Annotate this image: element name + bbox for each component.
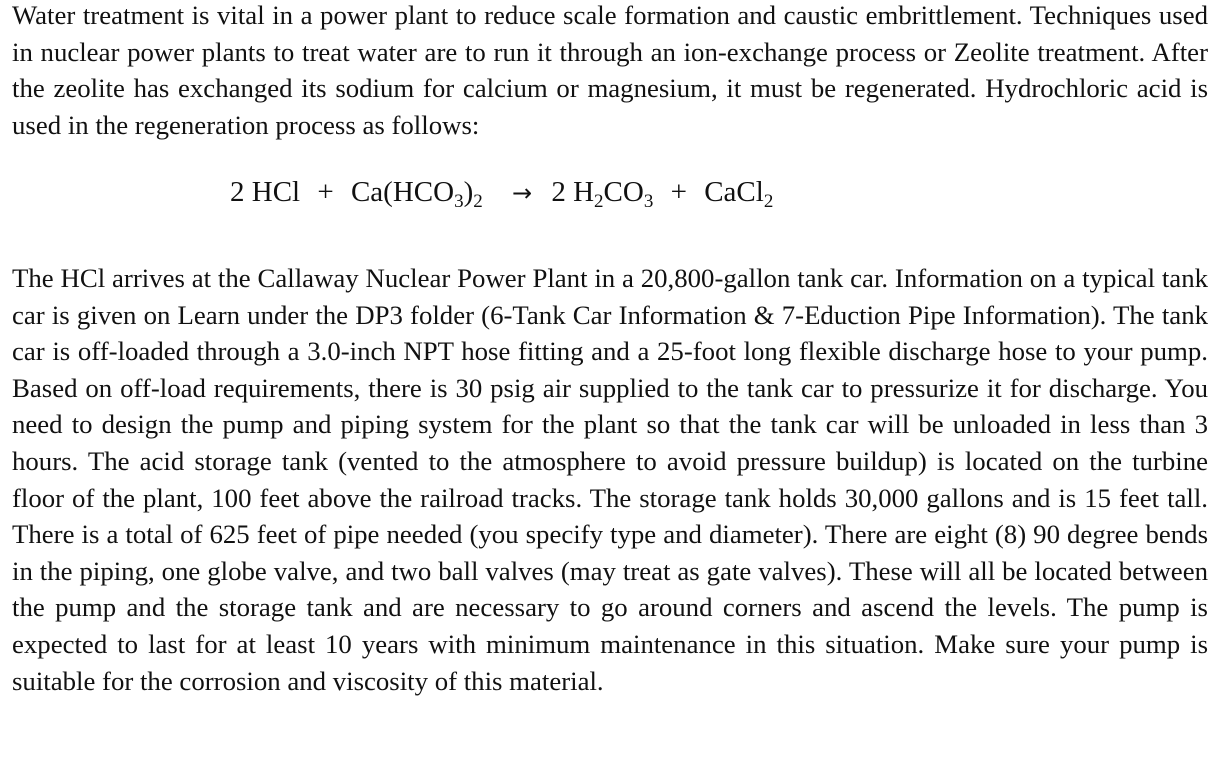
eq-arrow-icon: → bbox=[511, 179, 533, 207]
eq-term-calcium-chloride: CaCl$_2$ bbox=[704, 176, 774, 212]
eq-plus-2: + bbox=[670, 176, 687, 208]
eq-term-calcium-bicarbonate: $Ca(HCO_3)_2$ bbox=[350, 176, 483, 212]
problem-paragraph: The HCl arrives at the Callaway Nuclear Power Plant in a 20,800-gallon tank car. Information on a typical tank car is given on Learn under the DP3 folder (6-Tank Car Information & 7-Eduction Pipe Information). The tank car is off-loaded through a 3.0-inch NPT hose fitting and a 25-foot long flexible discharge hose to your pump. Based on off-load requirements, there is 30 psig air supplied to the tank car to pressurize it for discharge. You need to design the pump and piping system for the plant so that the tank car will be unloaded in less than 3 hours. The acid storage tank (vented to the atmosphere to avoid pressure buildup) is located on the turbine floor of the plant, 100 feet above the railroad tracks. The storage tank holds 30,000 gallons and is 15 feet tall. There is a total of 625 feet of pipe needed (you specify type and diameter). There are eight (8) 90 degree bends in the piping, one globe valve, and two ball valves (may treat as gate valves). These will all be located between the pump and the storage tank and are necessary to go around corners and ascend the levels. The pump is expected to last for at least 10 years with minimum maintenance in this situation. Make sure your pump is suitable for the corrosion and viscosity of this material. bbox=[12, 263, 1208, 696]
chemical-equation bbox=[230, 172, 773, 213]
intro-paragraph: Water treatment is vital in a power plant to reduce scale formation and caustic embrittlement. Techniques used in nuclear power plants to treat water are to run it through an ion-exchange process or Zeolite treatment. After the zeolite has exchanged its sodium for calcium or magnesium, it must be regenerated. Hydrochloric acid is used in the regeneration process as follows: bbox=[12, 0, 1208, 140]
eq-term-carbonic-acid: 2 $H_2CO_3$ bbox=[551, 176, 654, 212]
eq-plus-1: + bbox=[317, 176, 334, 208]
eq-term-hcl: 2 HCl bbox=[230, 176, 301, 208]
